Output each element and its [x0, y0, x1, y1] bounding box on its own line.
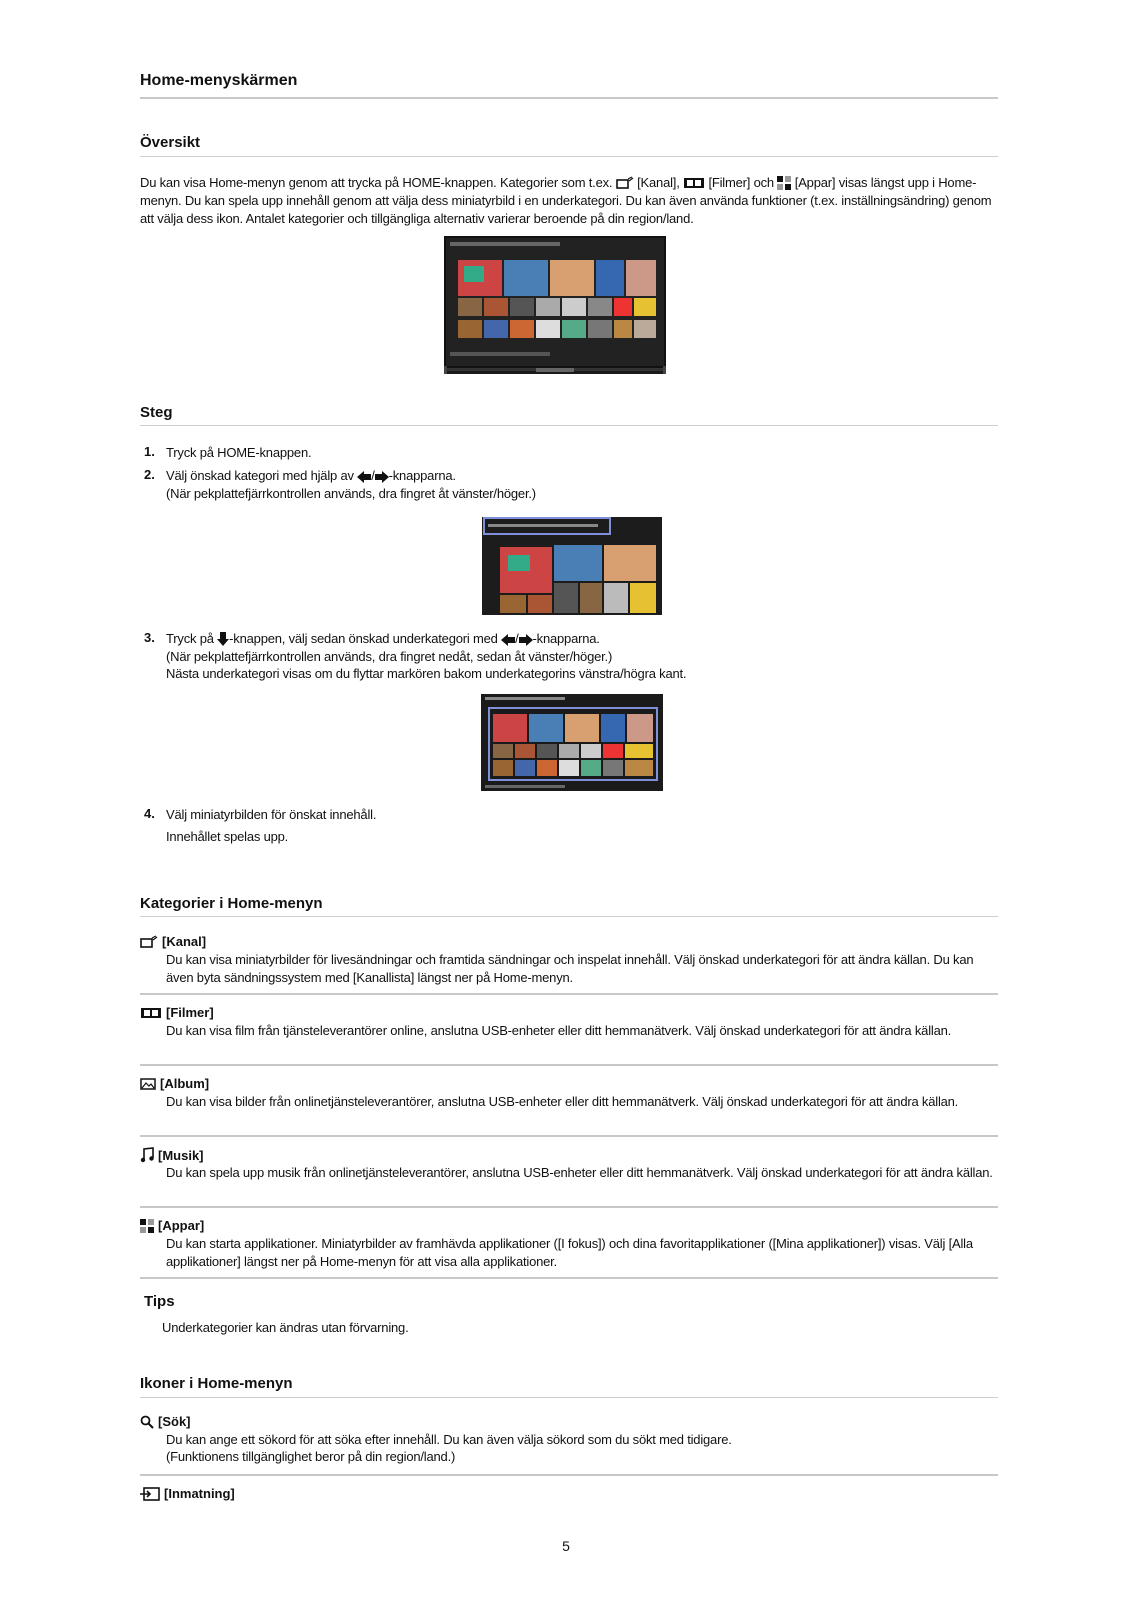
tips-heading: Tips: [144, 1293, 175, 1310]
category-description: Du kan spela upp musik från onlinetjänsteleverantörer, anslutna USB-enheter eller ditt hemmanätverk. Välj önskad underkategori för att ändra källan.: [166, 1165, 993, 1180]
category-musik: [140, 1147, 204, 1163]
category-description: Du kan starta applikationer. Miniatyrbilder av framhävda applikationer ([I fokus]) och dina favoritapplikationer ([Mina applikationer]) visas. Välj [Alla applikationer] längst ner på Home-menyn för att visa alla applikationer.: [166, 1236, 973, 1269]
step-text: Tryck på HOME-knappen.: [166, 445, 312, 460]
steps-heading: Steg: [140, 404, 173, 421]
left-arrow-icon: [357, 471, 371, 483]
category-appar: [140, 1218, 204, 1233]
appar-icon: [777, 176, 791, 190]
tips-text: Underkategorier kan ändras utan förvarning.: [162, 1320, 409, 1335]
category-label: [Kanal]: [162, 934, 207, 949]
musik-icon: [140, 1147, 154, 1163]
step-number: 4.: [144, 806, 155, 821]
category-kanal: [140, 934, 206, 949]
right-arrow-icon: [519, 634, 533, 646]
step-text: Tryck på -knappen, välj sedan önskad underkategori med / -knapparna.: [166, 631, 600, 646]
step-number: 3.: [144, 630, 155, 645]
icons-divider: [140, 1397, 998, 1398]
categories-heading: Kategorier i Home-menyn: [140, 895, 323, 912]
filmer-icon: [683, 176, 705, 190]
category-divider: [140, 1277, 998, 1279]
title-divider: [140, 97, 998, 99]
input-icon: [140, 1487, 160, 1501]
category-description: Du kan visa bilder från onlinetjänsteleverantörer, anslutna USB-enheter eller ditt hemmanätverk. Välj önskad underkategori för att ändra källan.: [166, 1094, 959, 1109]
category-divider: [140, 993, 998, 995]
kanal-icon: [616, 176, 634, 190]
icon-divider: [140, 1474, 998, 1476]
icon-description: Du kan ange ett sökord för att söka efter innehåll. Du kan även välja sökord som du sökt med tidigare.: [166, 1432, 732, 1447]
category-divider: [140, 1064, 998, 1066]
page-title: Home-menyskärmen: [140, 72, 298, 89]
step-text: Välj önskad kategori med hjälp av / -knapparna.: [166, 468, 456, 483]
kanal-icon: [140, 935, 158, 949]
category-select-image: [482, 517, 662, 615]
category-album: [140, 1076, 209, 1091]
step-number: 2.: [144, 467, 155, 482]
step-text: Välj miniatyrbilden för önskat innehåll.: [166, 807, 377, 822]
filmer-icon: [140, 1006, 162, 1020]
steps-divider: [140, 425, 998, 426]
category-description: Du kan visa miniatyrbilder för livesändningar och framtida sändningar och inspelat innehåll. Välj önskad underkategori för att ändra källan. Du kan även byta sändningssystem med [Kanallista] längst ner på Home-menyn.: [166, 952, 974, 985]
appar-icon: [140, 1219, 154, 1233]
icon-label: [Sök]: [158, 1414, 191, 1429]
down-arrow-icon: [217, 632, 229, 646]
tv-illustration: [444, 236, 666, 374]
category-filmer: [140, 1005, 214, 1020]
overview-divider: [140, 156, 998, 157]
icon-search: [140, 1414, 191, 1429]
category-label: [Musik]: [158, 1147, 204, 1163]
category-label: [Appar]: [158, 1218, 205, 1233]
step-note: Innehållet spelas upp.: [166, 829, 289, 844]
icon-label: [Inmatning]: [164, 1486, 235, 1501]
search-icon: [140, 1415, 154, 1429]
category-divider: [140, 1206, 998, 1208]
left-arrow-icon: [501, 634, 515, 646]
right-arrow-icon: [375, 471, 389, 483]
category-label: [Filmer]: [166, 1005, 214, 1020]
overview-paragraph: Du kan visa Home-menyn genom att trycka på HOME-knappen. Kategorier som t.ex. [Kanal], [Filmer] och [Appar] visas längst upp i Home-menyn. Du kan spela upp innehåll genom att välja dess miniatyrbild i en underkategori. Du kan även använda funktioner (t.ex. inställningsändring) genom att välja dess ikon. Antalet kategorier och tillgängliga alternativ varierar beroende på din region/land.: [140, 175, 992, 226]
album-icon: [140, 1077, 156, 1091]
step-number: 1.: [144, 444, 155, 459]
step-note: (När pekplattefjärrkontrollen används, dra fingret åt vänster/höger.): [166, 486, 536, 501]
tv-home-menu-image: [444, 236, 666, 374]
icon-note: (Funktionens tillgänglighet beror på din region/land.): [166, 1449, 456, 1464]
tv-subcategory-illustration: [481, 694, 663, 791]
page-number: 5: [562, 1538, 570, 1554]
category-description: Du kan visa film från tjänsteleverantörer online, anslutna USB-enheter eller ditt hemmanätverk. Välj önskad underkategori för att ändra källan.: [166, 1023, 952, 1038]
overview-heading: Översikt: [140, 134, 201, 151]
icons-heading: Ikoner i Home-menyn: [140, 1375, 293, 1392]
subcategory-select-image: [481, 694, 663, 791]
icon-input: [140, 1486, 235, 1501]
step-note: (När pekplattefjärrkontrollen används, dra fingret nedåt, sedan åt vänster/höger.): [166, 649, 613, 664]
category-divider: [140, 1135, 998, 1137]
category-label: [Album]: [160, 1076, 210, 1091]
step-note: Nästa underkategori visas om du flyttar markören bakom underkategorins vänstra/högra kant.: [166, 666, 687, 681]
categories-divider: [140, 916, 998, 917]
tv-menu-illustration: [482, 517, 662, 615]
